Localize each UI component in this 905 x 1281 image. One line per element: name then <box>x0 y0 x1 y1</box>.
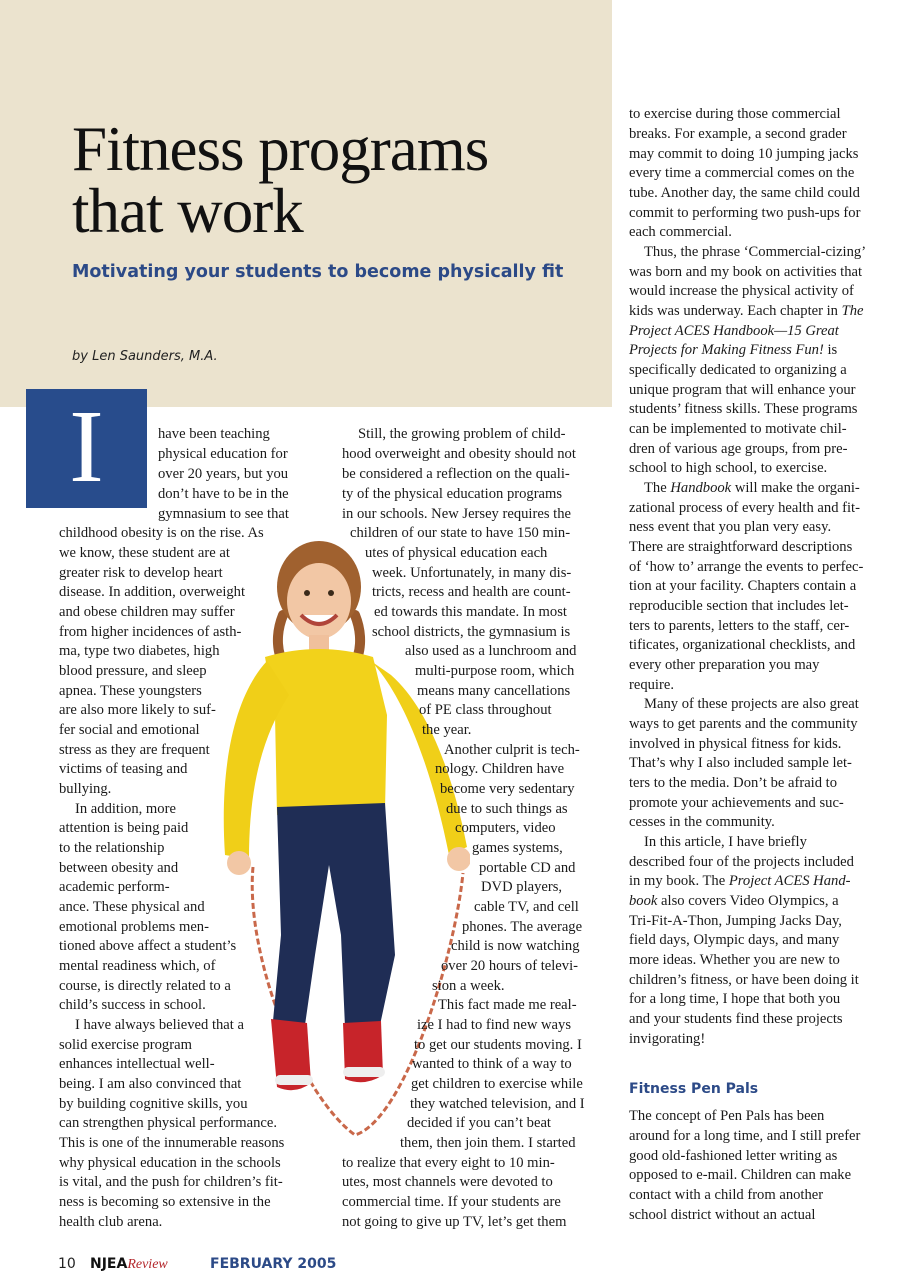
text-line: school to high school, to exercise. <box>629 460 828 476</box>
text-line: DVD players, <box>481 879 563 895</box>
text-line: have been teaching <box>158 426 270 442</box>
text-line: sion a week. <box>432 978 505 994</box>
text-line: solid exercise program <box>59 1037 192 1053</box>
text-line: victims of teasing and <box>59 761 188 777</box>
text-line: zational process of every health and fit- <box>629 500 860 516</box>
text-line: multi-purpose room, which <box>415 663 575 679</box>
text-line: can be implemented to motivate chil- <box>629 421 847 437</box>
text-line: due to such things as <box>446 801 568 817</box>
text-line: childhood obesity is on the rise. As <box>59 525 264 541</box>
page-number: 10 <box>58 1256 76 1272</box>
text-line: from higher incidences of asth- <box>59 624 242 640</box>
text-line: course, is directly related to a <box>59 978 231 994</box>
text-line: good old-fashioned letter writing as <box>629 1148 838 1164</box>
text-span: will make the organi- <box>734 480 860 496</box>
text-line: contact with a child from another <box>629 1187 824 1203</box>
text-line: physical education for <box>158 446 288 462</box>
text-line: around for a long time, and I still prefer <box>629 1128 861 1144</box>
text-line: apnea. These youngsters <box>59 683 202 699</box>
text-line: of PE class throughout <box>419 702 552 718</box>
text-line: child is now watching <box>451 938 580 954</box>
text-line <box>629 891 839 911</box>
text-line: are also more likely to suf- <box>59 702 216 718</box>
text-line <box>644 478 860 498</box>
book-title: Projects for Making Fitness Fun! <box>629 342 824 358</box>
text-line <box>629 301 864 321</box>
text-line: by building cognitive skills, you <box>59 1096 248 1112</box>
text-line: also used as a lunchroom and <box>405 643 577 659</box>
book-title: Handbook <box>670 480 732 496</box>
text-line: and obese children may suffer <box>59 604 235 620</box>
text-line: This is one of the innumerable reasons <box>59 1135 285 1151</box>
text-line: means many cancellations <box>417 683 571 699</box>
text-line: to realize that every eight to 10 min- <box>342 1155 555 1171</box>
text-line: tube. Another day, the same child could <box>629 185 860 201</box>
text-line: ters to parents, letters to the staff, cer- <box>629 618 850 634</box>
book-title: Project ACES Hand- <box>728 873 851 889</box>
text-line: utes, most channels were devoted to <box>342 1174 553 1190</box>
text-line: In this article, I have briefly <box>644 834 807 850</box>
text-line: being. I am also convinced that <box>59 1076 242 1092</box>
text-line: was born and my book on activities that <box>629 264 863 280</box>
text-line: be considered a reflection on the quali- <box>342 466 570 482</box>
text-line: hood overweight and obesity should not <box>342 446 576 462</box>
text-line: cesses in the community. <box>629 814 775 830</box>
text-line: Tri-Fit-A-Thon, Jumping Jacks Day, <box>629 913 842 929</box>
text-line: Another culprit is tech- <box>444 742 580 758</box>
text-line: reproducible section that includes let- <box>629 598 849 614</box>
text-line: children’s fitness, or have been doing it <box>629 972 859 988</box>
text-line: attention is being paid <box>59 820 189 836</box>
book-title-part: The <box>841 303 864 319</box>
text-line: ed towards this mandate. In most <box>374 604 567 620</box>
text-line: tricts, recess and health are count- <box>372 584 571 600</box>
text-line: in our schools. New Jersey requires the <box>342 506 571 522</box>
text-line: field days, Olympic days, and many <box>629 932 840 948</box>
text-line: ize I had to find new ways <box>417 1017 571 1033</box>
text-line: between obesity and <box>59 860 179 876</box>
text-line: ness is becoming so extensive in the <box>59 1194 271 1210</box>
text-line: is vital, and the push for children’s fit- <box>59 1174 283 1190</box>
text-line: get children to exercise while <box>411 1076 583 1092</box>
text-line: health club arena. <box>59 1214 163 1230</box>
text-line: specifically dedicated to organizing a <box>629 362 847 378</box>
text-line: would increase the physical activity of <box>629 283 854 299</box>
text-line: involved in physical fitness for kids. <box>629 736 842 752</box>
publication-review: Review <box>127 1257 168 1272</box>
text-line: enhances intellectual well- <box>59 1056 215 1072</box>
text-line: utes of physical education each <box>365 545 548 561</box>
text-line: disease. In addition, overweight <box>59 584 246 600</box>
text-span: The <box>644 480 667 496</box>
text-line: decided if you can’t beat <box>407 1115 551 1131</box>
text-line: child’s success in school. <box>59 997 206 1013</box>
text-line: opposed to e-mail. Children can make <box>629 1167 852 1183</box>
text-line: breaks. For example, a second grader <box>629 126 847 142</box>
text-line: ance. These physical and <box>59 899 205 915</box>
text-line: In addition, more <box>75 801 176 817</box>
text-span: is <box>827 342 838 358</box>
section-heading: Fitness Pen Pals <box>629 1081 759 1097</box>
text-line: them, then join them. I started <box>400 1135 576 1151</box>
text-line: become very sedentary <box>440 781 575 797</box>
text-line: they watched television, and I <box>410 1096 585 1112</box>
text-line: stress as they are frequent <box>59 742 210 758</box>
text-line: This fact made me real- <box>438 997 577 1013</box>
text-line: blood pressure, and sleep <box>59 663 207 679</box>
text-line: greater risk to develop heart <box>59 565 223 581</box>
text-line: ters to the media. Don’t be afraid to <box>629 775 838 791</box>
text-line: ma, type two diabetes, high <box>59 643 220 659</box>
text-line: ty of the physical education programs <box>342 486 563 502</box>
text-line: academic perform- <box>59 879 170 895</box>
text-line: over 20 hours of televi- <box>441 958 578 974</box>
text-line: Thus, the phrase ‘Commercial-cizing’ <box>644 244 867 260</box>
text-line: computers, video <box>455 820 556 836</box>
text-line: children of our state to have 150 min- <box>350 525 571 541</box>
text-line: gymnasium to see that <box>158 506 289 522</box>
drop-cap <box>26 389 147 508</box>
drop-cap-letter: I <box>69 389 104 504</box>
text-line: commit to performing two push-ups for <box>629 205 861 221</box>
issue-date: FEBRUARY 2005 <box>210 1256 337 1272</box>
text-line: ness event that you plan very easy. <box>629 519 832 535</box>
title-line-2: that work <box>72 176 303 246</box>
text-line: emotional problems men- <box>59 919 209 935</box>
article-subtitle: Motivating your students to become physically fit <box>72 262 564 282</box>
text-line: unique program that will enhance your <box>629 382 856 398</box>
text-line: can strengthen physical performance. <box>59 1115 278 1131</box>
text-line: to exercise during those commercial <box>629 106 841 122</box>
text-line <box>629 321 839 341</box>
text-line: tioned above affect a student’s <box>59 938 237 954</box>
text-line: wanted to think of a way to <box>412 1056 572 1072</box>
text-line: more ideas. Whether you are new to <box>629 952 840 968</box>
text-line: school district without an actual <box>629 1207 816 1223</box>
text-line: to get our students moving. I <box>414 1037 582 1053</box>
text-line: school districts, the gymnasium is <box>372 624 571 640</box>
text-line: promote your achievements and suc- <box>629 795 844 811</box>
text-line: over 20 years, but you <box>158 466 289 482</box>
text-line: fer social and emotional <box>59 722 200 738</box>
text-line: for a long time, I hope that both you <box>629 991 841 1007</box>
text-line: nology. Children have <box>435 761 565 777</box>
text-line: and your students find these projects <box>629 1011 843 1027</box>
text-line: students’ fitness skills. These programs <box>629 401 858 417</box>
text-line: to the relationship <box>59 840 165 856</box>
text-line <box>629 340 837 360</box>
text-line: dren of various age groups, from pre- <box>629 441 848 457</box>
text-line: each commercial. <box>629 224 732 240</box>
text-line: why physical education in the schools <box>59 1155 281 1171</box>
text-line: Many of these projects are also great <box>644 696 859 712</box>
text-line: bullying. <box>59 781 112 797</box>
text-line: phones. The average <box>462 919 583 935</box>
text-line: described four of the projects included <box>629 854 854 870</box>
text-span: also covers Video Olympics, a <box>661 893 839 909</box>
text-line: invigorating! <box>629 1031 706 1047</box>
text-line: every other preparation you may <box>629 657 820 673</box>
text-line: The concept of Pen Pals has been <box>629 1108 825 1124</box>
text-line: That’s why I also included sample let- <box>629 755 852 771</box>
text-line <box>629 871 850 891</box>
text-line: we know, these student are at <box>59 545 230 561</box>
text-line: the year. <box>422 722 472 738</box>
publication-logo <box>90 1256 168 1273</box>
text-line: ways to get parents and the community <box>629 716 858 732</box>
book-title: Project ACES Handbook—15 Great <box>629 323 839 339</box>
text-line: Still, the growing problem of child- <box>358 426 566 442</box>
text-line: mental readiness which, of <box>59 958 216 974</box>
text-line: require. <box>629 677 674 693</box>
text-span: in my book. The <box>629 873 726 889</box>
text-line: tificates, organizational checklists, and <box>629 637 856 653</box>
text-line: tion at your facility. Chapters contain a <box>629 578 857 594</box>
text-line: may commit to doing 10 jumping jacks <box>629 146 859 162</box>
text-line: week. Unfortunately, in many dis- <box>372 565 572 581</box>
text-line: commercial time. If your students are <box>342 1194 561 1210</box>
byline: by Len Saunders, M.A. <box>72 349 218 364</box>
text-span: kids was underway. Each chapter in <box>629 303 838 319</box>
text-line: portable CD and <box>479 860 576 876</box>
title-line-1: Fitness programs <box>72 114 489 184</box>
text-line: cable TV, and cell <box>474 899 579 915</box>
text-line: games systems, <box>472 840 563 856</box>
article-title <box>72 114 489 246</box>
text-line: every time a commercial comes on the <box>629 165 855 181</box>
text-line: I have always believed that a <box>75 1017 244 1033</box>
publication-njea: NJEA <box>90 1256 128 1272</box>
text-line: of ‘how to’ arrange the events to perfec- <box>629 559 864 575</box>
book-title: book <box>629 893 658 909</box>
text-line: don’t have to be in the <box>158 486 289 502</box>
text-line: not going to give up TV, let’s get them <box>342 1214 567 1230</box>
text-line: There are straightforward descriptions <box>629 539 853 555</box>
